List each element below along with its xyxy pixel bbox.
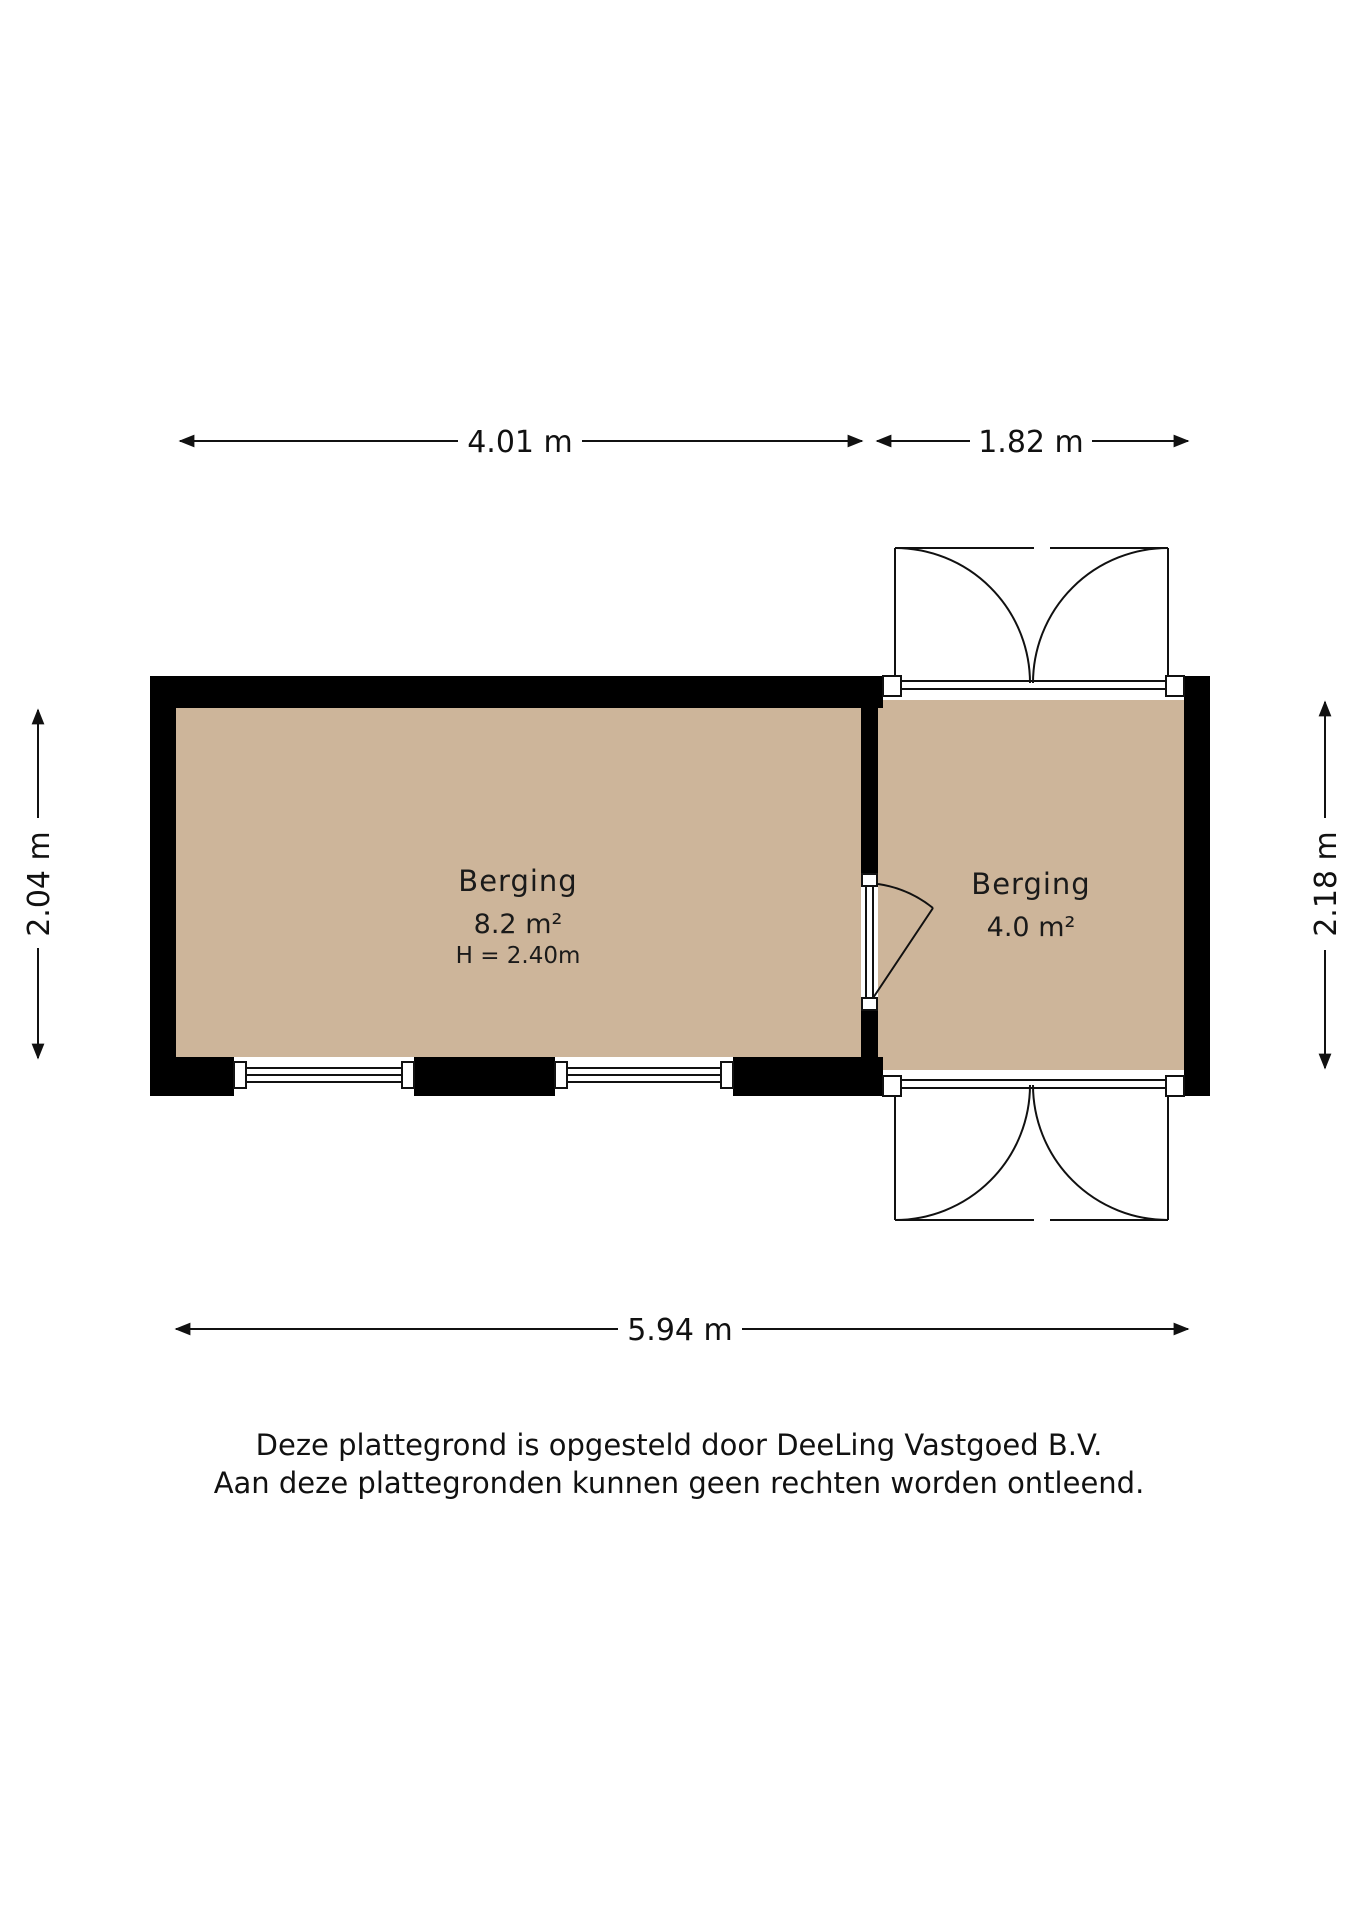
window-right xyxy=(555,1062,733,1088)
double-door-bottom xyxy=(883,1076,1184,1220)
dimension-label-bottom: 5.94 m xyxy=(627,1313,733,1348)
room-area-small: 4.0 m² xyxy=(986,912,1076,943)
dimension-label-top-right: 1.82 m xyxy=(978,425,1084,460)
disclaimer-line-2: Aan deze plattegronden kunnen geen rechten worden ontleend. xyxy=(213,1466,1145,1500)
room-name-small: Berging xyxy=(971,867,1091,901)
dimension-label-left: 2.04 m xyxy=(22,831,57,937)
room-height-large: H = 2.40m xyxy=(455,943,581,969)
disclaimer-line-1: Deze plattegrond is opgesteld door DeeLing Vastgoed B.V. xyxy=(255,1428,1103,1462)
dimension-label-right: 2.18 m xyxy=(1309,831,1344,937)
window-left xyxy=(234,1062,414,1088)
dimension-label-top-left: 4.01 m xyxy=(467,425,573,460)
room-name-large: Berging xyxy=(458,864,578,898)
room-area-large: 8.2 m² xyxy=(473,909,563,940)
walls-small-room xyxy=(1184,676,1210,1096)
double-door-top xyxy=(883,548,1184,696)
